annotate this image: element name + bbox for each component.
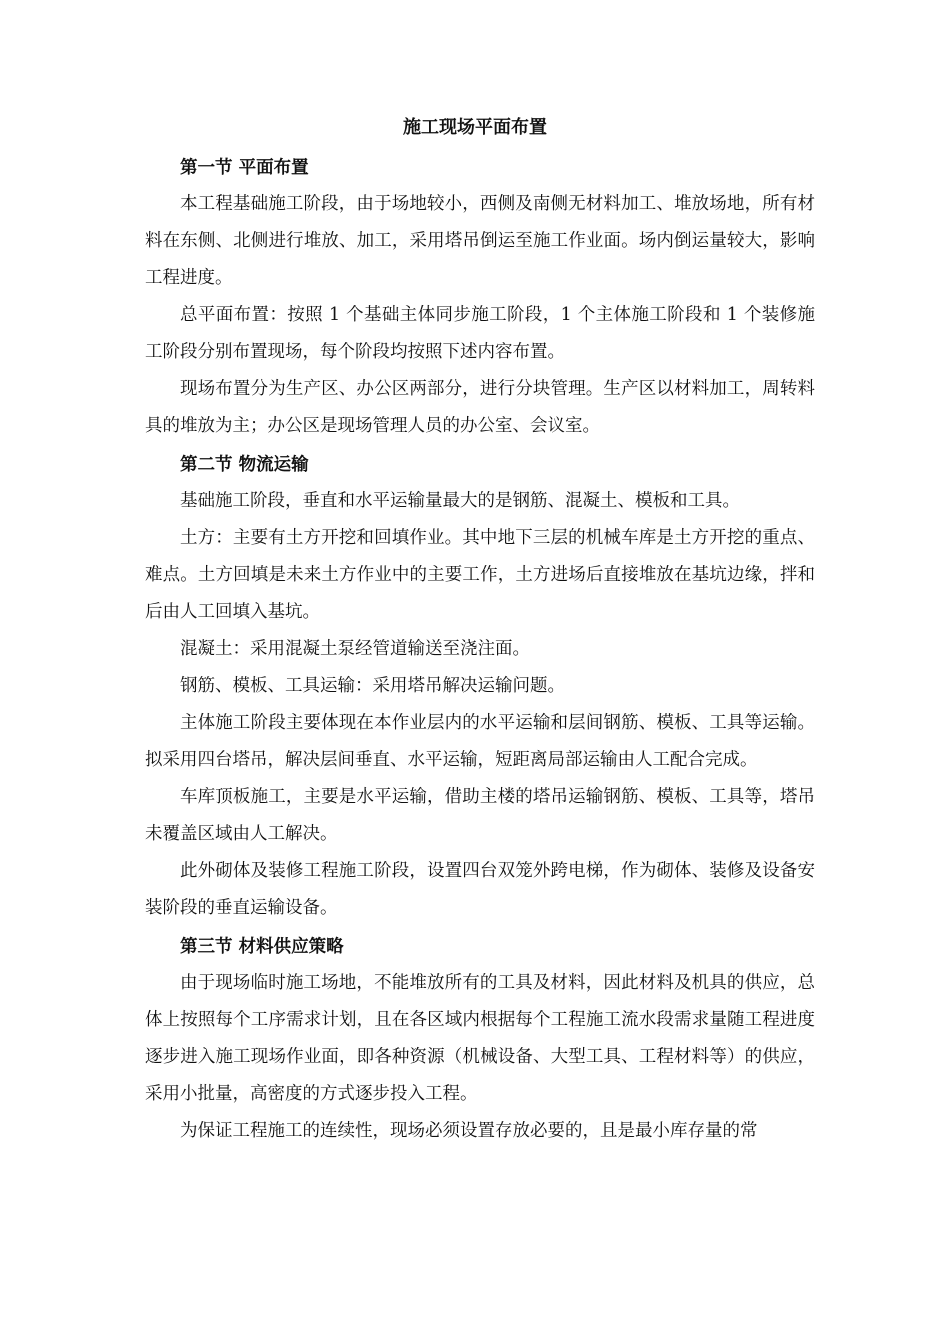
paragraph: 基础施工阶段，垂直和水平运输量最大的是钢筋、混凝土、模板和工具。 [180, 491, 740, 511]
paragraph: 钢筋、模板、工具运输：采用塔吊解决运输问题。 [180, 676, 565, 696]
paragraph: 土方：主要有土方开挖和回填作业。其中地下三层的机械车库是土方开挖的重点、难点。土方回填是未来土方作业中的主要工作，土方进场后直接堆放在基坑边缘，拌和后由人工回填入基坑。 [145, 528, 815, 622]
paragraph: 车库顶板施工，主要是水平运输，借助主楼的塔吊运输钢筋、模板、工具等，塔吊未覆盖区域由人工解决。 [145, 787, 815, 844]
paragraph: 为保证工程施工的连续性，现场必须设置存放必要的，且是最小库存量的常 [180, 1121, 758, 1141]
paragraph: 混凝土：采用混凝土泵经管道输送至浇注面。 [180, 639, 530, 659]
paragraph: 现场布置分为生产区、办公区两部分，进行分块管理。生产区以材料加工，周转料具的堆放为主；办公区是现场管理人员的办公室、会议室。 [145, 379, 815, 436]
section-heading: 第三节 材料供应策略 [180, 937, 344, 957]
section-1 [145, 155, 815, 445]
document-title: 施工现场平面布置 [403, 117, 547, 138]
section-3 [145, 934, 815, 1150]
paragraph: 总平面布置：按照 1 个基础主体同步施工阶段，1 个主体施工阶段和 1 个装修施工阶段分别布置现场，每个阶段均按照下述内容布置。 [145, 305, 815, 362]
paragraph: 由于现场临时施工场地，不能堆放所有的工具及材料，因此材料及机具的供应，总体上按照每个工序需求计划，且在各区域内根据每个工程施工流水段需求量随工程进度逐步进入施工现场作业面，即各种资源（机械设备、大型工具、工程材料等）的供应，采用小批量，高密度的方式逐步投入工程。 [145, 973, 815, 1104]
document-body [145, 155, 815, 1157]
paragraph: 此外砌体及装修工程施工阶段，设置四台双笼外跨电梯，作为砌体、装修及设备安装阶段的垂直运输设备。 [145, 861, 815, 918]
section-2 [145, 452, 815, 927]
paragraph: 本工程基础施工阶段，由于场地较小，西侧及南侧无材料加工、堆放场地，所有材料在东侧、北侧进行堆放、加工，采用塔吊倒运至施工作业面。场内倒运量较大，影响工程进度。 [145, 194, 815, 288]
section-heading: 第一节 平面布置 [180, 158, 309, 178]
section-heading: 第二节 物流运输 [180, 455, 309, 475]
paragraph: 主体施工阶段主要体现在本作业层内的水平运输和层间钢筋、模板、工具等运输。拟采用四台塔吊，解决层间垂直、水平运输，短距离局部运输由人工配合完成。 [145, 713, 815, 770]
